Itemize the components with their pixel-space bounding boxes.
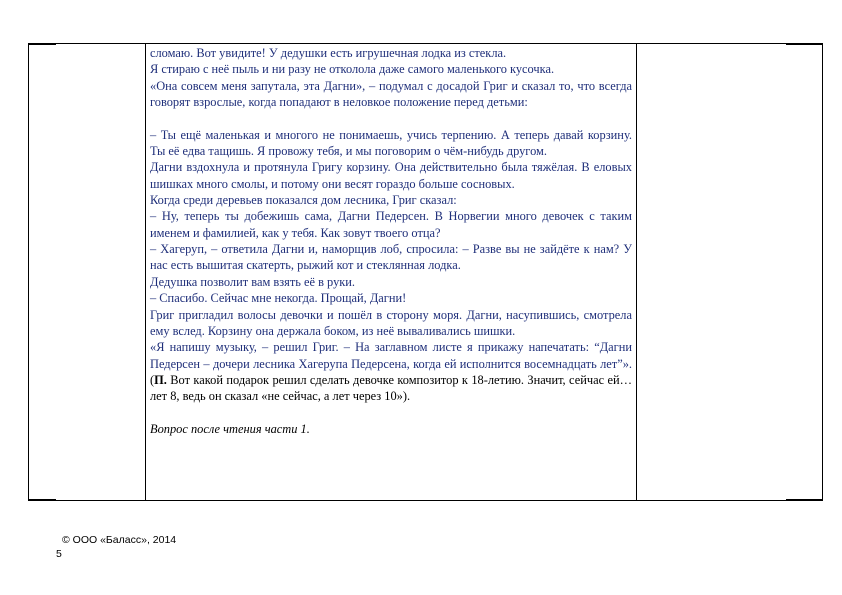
story-paragraph: Дедушка позволит вам взять её в руки. — [150, 274, 356, 289]
table-bottom-border-left — [28, 499, 56, 501]
story-paragraph: Когда среди деревьев показался дом лесника, Григ сказал: — [150, 193, 457, 208]
story-paragraph: – Ты ещё маленькая и многого не понимаешь, учись терпению. А теперь давай корзину. Ты её едва тащишь. Я провожу тебя, и мы поговорим о чём-нибудь другом. — [150, 127, 632, 159]
column-divider-2 — [636, 44, 637, 500]
story-paragraph: – Хагеруп, – ответила Дагни и, наморщив лоб, спросила: – Разве вы не зайдёте к нам? У нас есть вышитая скатерть, рыжий кот и стеклянная лодка. — [150, 242, 632, 273]
story-text-cell — [150, 45, 632, 437]
story-paragraph: Дагни вздохнула и протянула Григу корзину. Она действительно была тяжёлая. В еловых шишках много смолы, и потому они весят гораздо больше сосновых. — [150, 160, 632, 191]
table-bottom-border-right — [786, 499, 823, 501]
story-paragraph: сломаю. Вот увидите! У дедушки есть игрушечная лодка из стекла. — [150, 46, 507, 60]
copyright-text: © ООО «Баласс», 2014 — [62, 534, 177, 546]
teacher-note-text: Вот какой подарок решил сделать девочке композитор к 18-летию. Значит, сейчас ей… лет 8, ведь он сказал «не сейчас, а лет через 10»). — [150, 372, 632, 404]
story-final-paragraph — [150, 339, 632, 404]
table-top-border-left — [28, 43, 56, 45]
question-heading: Вопрос после чтения части 1. — [150, 421, 310, 436]
story-paragraph: Я стираю с неё пыль и ни разу не отколола даже самого маленького кусочка. — [150, 62, 555, 77]
table-top-border-right — [786, 43, 823, 45]
story-paragraph: – Спасибо. Сейчас мне некогда. Прощай, Дагни! — [150, 291, 407, 306]
story-quote: «Я напишу музыку, – решил Григ. – На заглавном листе я прикажу напечатать: “Дагни Педерсен – дочери лесника Хагерупа Педерсена, когда ей исполнится восемнадцать лет”». — [150, 340, 632, 371]
teacher-note-label: П. — [154, 372, 167, 387]
story-paragraph: «Она совсем меня запутала, эта Дагни», – подумал с досадой Григ и сказал то, что всегда говорят взрослые, когда попадают в неловкое положение перед детьми: — [150, 78, 632, 110]
story-paragraph: – Ну, теперь ты добежишь сама, Дагни Педерсен. В Норвегии много девочек с таким именем и фамилией, как у тебя. Как зовут твоего отца? — [150, 209, 632, 240]
story-paragraph: Григ пригладил волосы девочки и пошёл в сторону моря. Дагни, насупившись, смотрела ему вслед. Корзину она держала боком, из неё вываливались шишки. — [150, 307, 632, 338]
teacher-note-open: ( — [150, 372, 155, 387]
page-number: 5 — [56, 548, 62, 560]
column-divider-1 — [145, 44, 146, 500]
blank-line — [150, 110, 632, 126]
lesson-table — [28, 43, 823, 501]
blank-line — [150, 405, 632, 421]
